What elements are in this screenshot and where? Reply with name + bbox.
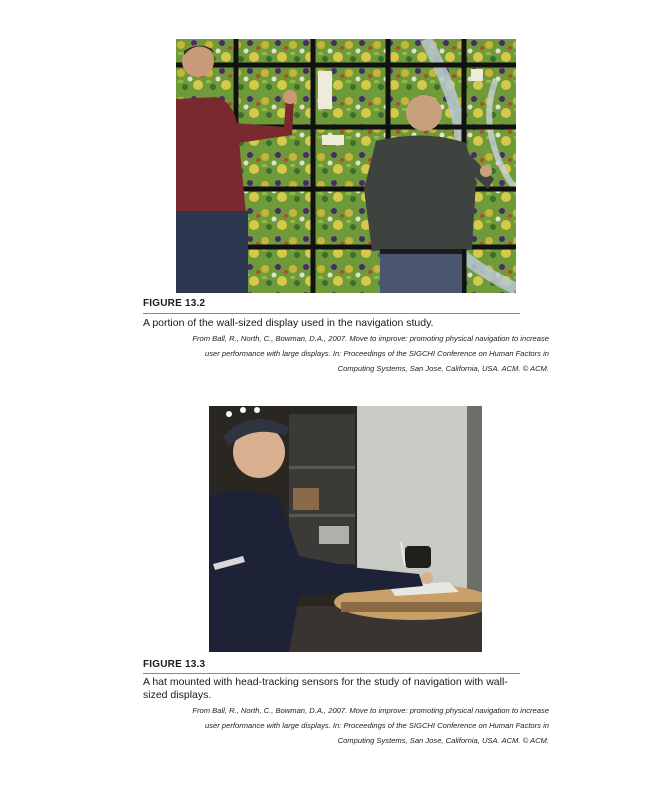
figure-13-3-caption: A hat mounted with head-tracking sensors for the study of navigation with wall-sized displays.	[143, 676, 508, 701]
figure-13-3-rule	[143, 673, 520, 674]
figure-13-2-rule	[143, 313, 520, 314]
figure-13-3-label: FIGURE 13.3	[143, 659, 206, 670]
figure-13-3-photo	[209, 406, 482, 652]
credit-line: user performance with large displays. In: Proceedings of the SIGCHI Conference on Human Factors in	[205, 349, 549, 358]
figure-13-2-photo	[176, 39, 516, 293]
credit-line: From Ball, R., North, C., Bowman, D.A., 2007. Move to improve: promoting physical navigation to increase	[192, 706, 549, 715]
credit-line: From Ball, R., North, C., Bowman, D.A., 2007. Move to improve: promoting physical navigation to increase	[192, 334, 549, 343]
figure-13-3-credit	[143, 703, 549, 748]
credit-line: Computing Systems, San Jose, California, USA. ACM. © ACM.	[337, 736, 549, 745]
figure-13-2-label: FIGURE 13.2	[143, 298, 206, 309]
credit-line: Computing Systems, San Jose, California, USA. ACM. © ACM.	[337, 364, 549, 373]
figure-13-2-credit	[143, 331, 549, 376]
credit-line: user performance with large displays. In: Proceedings of the SIGCHI Conference on Human Factors in	[205, 721, 549, 730]
figure-13-2-caption: A portion of the wall-sized display used in the navigation study.	[143, 317, 434, 329]
